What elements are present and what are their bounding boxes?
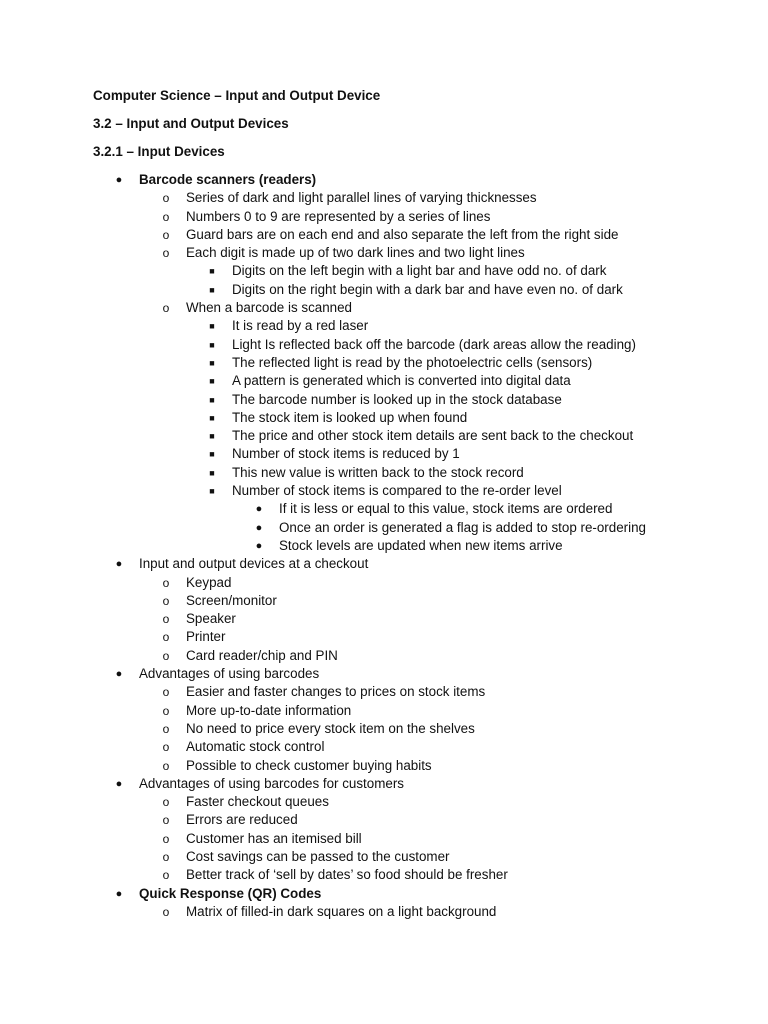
bullet-marker-icon: ■ bbox=[209, 284, 215, 295]
bullet-marker-icon: o bbox=[162, 301, 170, 316]
bullet-marker-icon: ● bbox=[115, 668, 123, 681]
list-item bbox=[0, 866, 768, 884]
bullet-marker-icon: o bbox=[162, 612, 170, 627]
list-item-text: Digits on the right begin with a dark bar and have even no. of dark bbox=[232, 281, 623, 297]
subsection-heading: 3.2.1 – Input Devices bbox=[93, 144, 225, 159]
list-item-text: Light Is reflected back off the barcode (dark areas allow the reading) bbox=[232, 336, 636, 352]
bullet-marker-icon: o bbox=[162, 648, 170, 663]
list-item-text: Number of stock items is reduced by 1 bbox=[232, 446, 460, 462]
list-item bbox=[0, 683, 768, 701]
list-item bbox=[0, 281, 768, 299]
list-item-text: Stock levels are updated when new items arrive bbox=[279, 537, 563, 553]
list-item-text: Advantages of using barcodes for customers bbox=[139, 775, 404, 791]
bullet-marker-icon: ● bbox=[255, 539, 263, 552]
list-item-text: The barcode number is looked up in the stock database bbox=[232, 391, 562, 407]
list-item-text: The stock item is looked up when found bbox=[232, 409, 468, 425]
bullet-marker-icon: ■ bbox=[209, 412, 215, 423]
list-item-text: Series of dark and light parallel lines of varying thicknesses bbox=[186, 190, 537, 206]
list-item bbox=[0, 903, 768, 921]
bullet-marker-icon: o bbox=[162, 227, 170, 242]
bullet-marker-icon: ● bbox=[255, 503, 263, 516]
list-item bbox=[0, 336, 768, 354]
bullet-marker-icon: ■ bbox=[209, 321, 215, 332]
list-item-text: Cost savings can be passed to the customer bbox=[186, 848, 450, 864]
list-item-text: Faster checkout queues bbox=[186, 794, 329, 810]
list-item-text: A pattern is generated which is converted into digital data bbox=[232, 373, 571, 389]
list-item-text: No need to price every stock item on the shelves bbox=[186, 720, 475, 736]
bullet-marker-icon: o bbox=[162, 758, 170, 773]
list-item bbox=[0, 811, 768, 829]
list-item bbox=[0, 830, 768, 848]
list-item-text: Card reader/chip and PIN bbox=[186, 647, 338, 663]
list-item bbox=[0, 317, 768, 335]
list-item-text: Digits on the left begin with a light bar and have odd no. of dark bbox=[232, 263, 607, 279]
bullet-marker-icon: o bbox=[162, 849, 170, 864]
list-item bbox=[0, 647, 768, 665]
list-item bbox=[0, 171, 768, 189]
bullet-marker-icon: o bbox=[162, 740, 170, 755]
bullet-marker-icon: ■ bbox=[209, 449, 215, 460]
bullet-marker-icon: ■ bbox=[209, 431, 215, 442]
list-item bbox=[0, 592, 768, 610]
list-item-text: Barcode scanners (readers) bbox=[139, 172, 317, 187]
list-item-text: Number of stock items is compared to the re-order level bbox=[232, 483, 562, 499]
list-item-text: Possible to check customer buying habits bbox=[186, 757, 432, 773]
bullet-marker-icon: o bbox=[162, 703, 170, 718]
list-item bbox=[0, 885, 768, 903]
list-item-text: The price and other stock item details are sent back to the checkout bbox=[232, 428, 634, 444]
list-item-text: More up-to-date information bbox=[186, 702, 352, 718]
list-item-text: Customer has an itemised bill bbox=[186, 830, 362, 846]
document-title: Computer Science – Input and Output Device bbox=[93, 88, 381, 103]
bullet-marker-icon: ● bbox=[115, 887, 123, 900]
list-item-text: Guard bars are on each end and also separate the left from the right side bbox=[186, 226, 619, 242]
list-item-text: Once an order is generated a flag is added to stop re-ordering bbox=[279, 519, 646, 535]
bullet-marker-icon: ● bbox=[115, 174, 123, 186]
list-item bbox=[0, 500, 768, 518]
list-item bbox=[0, 665, 768, 683]
bullet-marker-icon: ● bbox=[115, 558, 123, 571]
list-item bbox=[0, 226, 768, 244]
list-item bbox=[0, 574, 768, 592]
bullet-marker-icon: o bbox=[162, 630, 170, 645]
bullet-marker-icon: ■ bbox=[209, 486, 215, 497]
list-item bbox=[0, 610, 768, 628]
list-item bbox=[0, 775, 768, 793]
list-item-text: Screen/monitor bbox=[186, 592, 277, 608]
list-item bbox=[0, 702, 768, 720]
bullet-marker-icon: ■ bbox=[209, 376, 215, 387]
list-item bbox=[0, 244, 768, 262]
bullet-marker-icon: ■ bbox=[209, 357, 215, 368]
bullet-marker-icon: o bbox=[162, 685, 170, 700]
bullet-outline bbox=[0, 171, 768, 921]
list-item-text: If it is less or equal to this value, stock items are ordered bbox=[279, 501, 613, 517]
list-item bbox=[0, 299, 768, 317]
list-item bbox=[0, 391, 768, 409]
bullet-marker-icon: ■ bbox=[209, 266, 215, 277]
list-item-text: When a barcode is scanned bbox=[186, 300, 352, 316]
list-item-text: Matrix of filled-in dark squares on a light background bbox=[186, 903, 497, 919]
list-item bbox=[0, 848, 768, 866]
list-item bbox=[0, 793, 768, 811]
bullet-marker-icon: o bbox=[162, 904, 170, 919]
bullet-marker-icon: o bbox=[162, 868, 170, 883]
list-item-text: Errors are reduced bbox=[186, 812, 298, 828]
bullet-marker-icon: ● bbox=[115, 777, 123, 790]
list-item bbox=[0, 427, 768, 445]
list-item-text: Each digit is made up of two dark lines and two light lines bbox=[186, 245, 525, 261]
list-item-text: Advantages of using barcodes bbox=[139, 666, 320, 682]
list-item bbox=[0, 372, 768, 390]
list-item bbox=[0, 757, 768, 775]
list-item-text: Quick Response (QR) Codes bbox=[139, 885, 322, 901]
list-item-text: The reflected light is read by the photoelectric cells (sensors) bbox=[232, 354, 593, 370]
list-item bbox=[0, 464, 768, 482]
bullet-marker-icon: o bbox=[162, 795, 170, 810]
list-item bbox=[0, 519, 768, 537]
list-item-text: Speaker bbox=[186, 611, 236, 627]
bullet-marker-icon: o bbox=[162, 191, 170, 206]
list-item bbox=[0, 720, 768, 738]
bullet-marker-icon: o bbox=[162, 593, 170, 608]
bullet-marker-icon: ■ bbox=[209, 394, 215, 405]
bullet-marker-icon: o bbox=[162, 831, 170, 846]
list-item bbox=[0, 208, 768, 226]
list-item-text: Input and output devices at a checkout bbox=[139, 556, 369, 572]
bullet-marker-icon: o bbox=[162, 575, 170, 590]
list-item bbox=[0, 537, 768, 555]
list-item-text: Numbers 0 to 9 are represented by a series of lines bbox=[186, 208, 491, 224]
bullet-marker-icon: o bbox=[162, 246, 170, 261]
bullet-marker-icon: o bbox=[162, 209, 170, 224]
list-item-text: It is read by a red laser bbox=[232, 318, 369, 334]
list-item bbox=[0, 555, 768, 573]
bullet-marker-icon: o bbox=[162, 721, 170, 736]
list-item-text: Easier and faster changes to prices on stock items bbox=[186, 684, 486, 700]
list-item-text: Printer bbox=[186, 629, 226, 645]
section-heading: 3.2 – Input and Output Devices bbox=[93, 116, 289, 131]
list-item-text: Keypad bbox=[186, 574, 232, 590]
list-item bbox=[0, 738, 768, 756]
list-item bbox=[0, 409, 768, 427]
list-item bbox=[0, 262, 768, 280]
bullet-marker-icon: o bbox=[162, 813, 170, 828]
list-item-text: This new value is written back to the stock record bbox=[232, 464, 524, 480]
list-item-text: Automatic stock control bbox=[186, 739, 325, 755]
bullet-marker-icon: ■ bbox=[209, 467, 215, 478]
bullet-marker-icon: ■ bbox=[209, 339, 215, 350]
list-item-text: Better track of ‘sell by dates’ so food should be fresher bbox=[186, 867, 508, 883]
list-item bbox=[0, 445, 768, 463]
list-item bbox=[0, 628, 768, 646]
list-item bbox=[0, 354, 768, 372]
bullet-marker-icon: ● bbox=[255, 521, 263, 534]
list-item bbox=[0, 482, 768, 500]
list-item bbox=[0, 189, 768, 207]
